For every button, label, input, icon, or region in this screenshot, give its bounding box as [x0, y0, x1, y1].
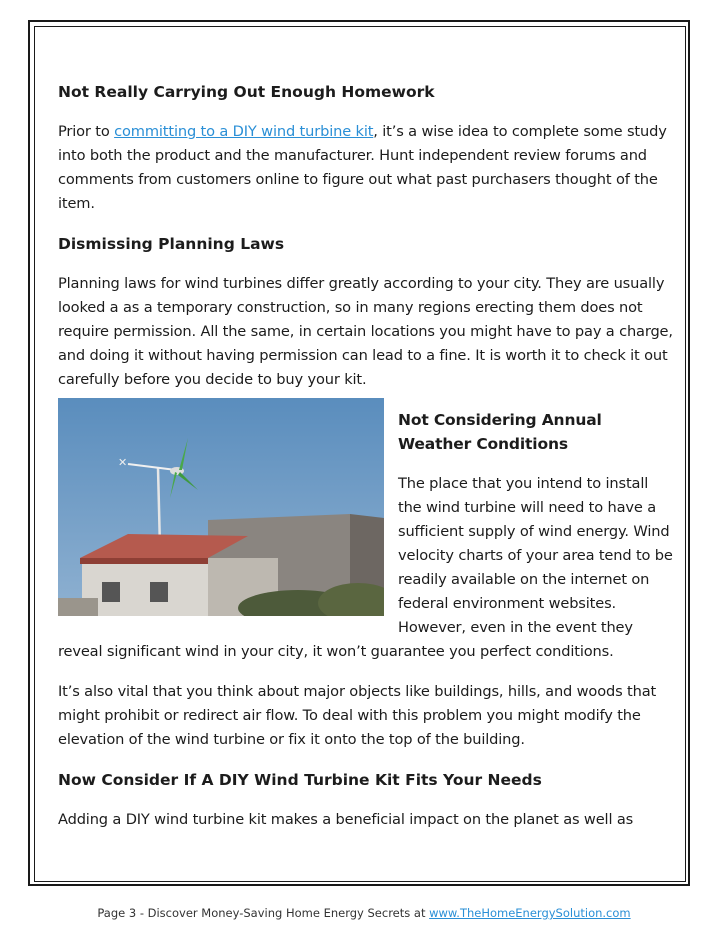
homework-text-start: Prior to	[58, 123, 115, 140]
heading-homework: Not Really Carrying Out Enough Homework	[58, 83, 435, 101]
paragraph-consider: Adding a DIY wind turbine kit makes a beneficial impact on the planet as well as	[58, 811, 634, 828]
heading-planning: Dismissing Planning Laws	[58, 235, 285, 253]
page-content	[58, 80, 674, 848]
diy-kit-link[interactable]: committing to a DIY wind turbine kit	[114, 123, 374, 140]
paragraph-homework	[58, 120, 674, 216]
heading-consider: Now Consider If A DIY Wind Turbine Kit Fits Your Needs	[58, 771, 542, 789]
paragraph-weather-1: The place that you intend to install the wind turbine will need to have a sufficient supply of wind energy. Wind velocity charts of your area tend to be readily available on the internet on federal environment websites. However, even in the event they reveal significant wind in your city, it won’t guarantee you perfect conditions.	[58, 475, 673, 660]
wind-turbine-photo	[58, 398, 384, 616]
footer-text: Page 3 - Discover Money-Saving Home Energy Secrets at	[97, 906, 430, 920]
paragraph-planning: Planning laws for wind turbines differ greatly according to your city. They are usually looked a as a temporary construction, so in many regions erecting them does not require permission. All the same, in certain locations you might have to pay a charge, and doing it without having permission can lead to a fine. It is worth it to check it out carefully before you decide to buy your kit.	[58, 275, 673, 388]
svg-text:✕: ✕	[118, 456, 128, 469]
paragraph-weather-2: It’s also vital that you think about major objects like buildings, hills, and woods that might prohibit or redirect air flow. To deal with this problem you might modify the elevation of the wind turbine or fix it onto the top of the building.	[58, 683, 657, 748]
page-footer	[0, 906, 728, 920]
heading-weather: Not Considering Annual Weather Conditions	[398, 411, 602, 453]
footer-website-link[interactable]: www.TheHomeEnergySolution.com	[429, 906, 631, 920]
homework-text-end: , it’s a wise idea to complete some study into both the product and the manufacturer. Hunt independent review forums and comments from customers online to figure out what past purchasers thought of the item.	[58, 123, 667, 212]
